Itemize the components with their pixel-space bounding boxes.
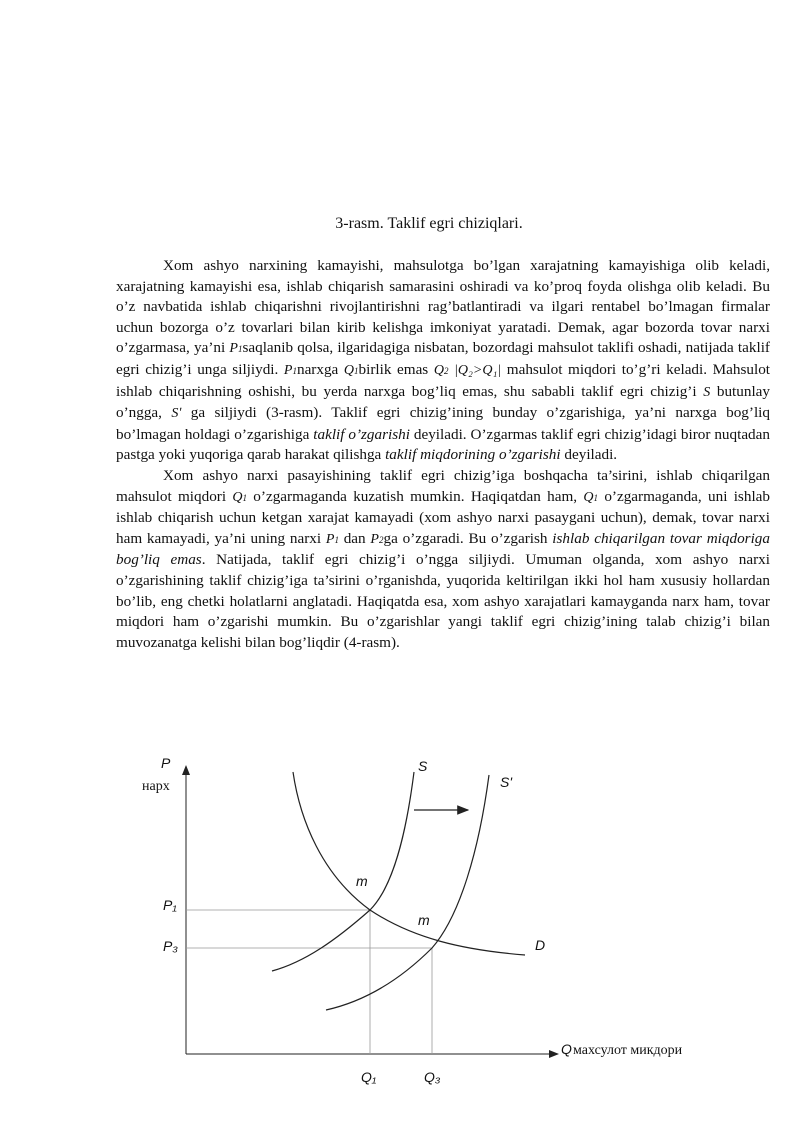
symbol-p1: P1 bbox=[283, 362, 297, 378]
paragraph-2 bbox=[116, 466, 770, 653]
text-run: o’zgarmaganda, uni ishlab ishlab chiqarish uchun ketgan xarajat kamayadi (xom ashyo narxi pasaygani uchun), demak, tovar narxi ham kamayadi, ya’ni uning narxi bbox=[116, 487, 770, 547]
text-run: saqlanib qolsa, ilgaridagiga nisbatan, bozordagi mahsulot taklifi oshadi, natijada taklif egri chizig’i unga siljiydi. bbox=[116, 339, 770, 378]
label-p1: P₁ bbox=[163, 897, 177, 913]
term-supply-change: taklif o’zgarishi bbox=[313, 425, 410, 443]
supply-curve-s bbox=[293, 772, 525, 955]
symbol-p1: P1 bbox=[325, 531, 339, 547]
symbol-p1: P1 bbox=[229, 341, 243, 357]
label-s-prime: Sʹ bbox=[500, 774, 513, 790]
label-q3: Q₃ bbox=[424, 1069, 441, 1085]
text-run: o’zgarmaganda kuzatish mumkin. Haqiqatdan ham, bbox=[247, 487, 584, 505]
text-run: deyiladi. bbox=[560, 446, 618, 464]
text-run: butunlay o’ngga, bbox=[116, 382, 770, 422]
text-run: Xom ashyo narxining kamayishi, mahsulotga bo’lgan xarajatning kamayishiga olib keladi, xarajatning kamayishi esa, ishlab chiqarish samarasini oshiradi va ko’proq foyda olishga olib keladi. Bu o’z navbatida ishlab chiqarishni rivojlantirishni rag’batlantiradi va ilgari rentabel bo’lmagan firmalar uchun bozorga o’z tovarlari bilan kirib kelishga imkoniyat yaratadi. Demak, agar bozorda tovar narxi o’zgarmasa, ya’ni bbox=[116, 257, 770, 357]
symbol-q2: Q2 bbox=[433, 362, 449, 378]
term-quantity-supplied-change: taklif miqdorining o’zgarishi bbox=[385, 446, 561, 464]
y-axis-label: нарх bbox=[142, 779, 170, 794]
x-axis-symbol: Q bbox=[561, 1041, 572, 1057]
label-m-2: m bbox=[418, 912, 430, 928]
text-run: . Natijada, taklif egri chizig’i o’ngga siljiydi. Umuman olganda, xom ashyo narxi o’zgarishining taklif chizig’iga ta’sirini o’rganishda, yuqorida keltirilgan ikki hol ham xususiy hollardan bo’lib, eng chetki holatlarni anglatadi. Haqiqatda esa, xom ashyo xarajatlari kamayganda narx ham, tovar miqdori ham o’zgarishi mumkin. Bu o’zgarishlar yangi taklif egri chizig’ining talab chizig’i bilan muvozanatga kelishi bilan bog’liqdir (4-rasm). bbox=[116, 551, 770, 651]
text-run: ga o’zgaradi. Bu o’zgarish bbox=[383, 529, 553, 547]
label-q1: Q₁ bbox=[361, 1069, 377, 1085]
symbol-q1: Q1 bbox=[232, 489, 247, 505]
label-d: D bbox=[535, 937, 546, 953]
text-run: dan bbox=[338, 529, 371, 547]
symbol-s-prime: Sʹ bbox=[171, 406, 182, 422]
symbol-s: S bbox=[703, 384, 711, 400]
text-run: Xom ashyo narxi pasayishining taklif egri chizig’iga boshqacha ta’sirini, ishlab chiqarilgan mahsulot miqdori bbox=[116, 466, 770, 505]
body-text bbox=[116, 256, 770, 653]
text-run: deyiladi. O’zgarmas taklif egri chizig’idagi biror nuqtadan pastga yoki yuqoriga qarab harakat qilishga bbox=[116, 425, 770, 464]
symbol-q1: Q1 bbox=[583, 489, 599, 505]
symbol-p2: P2 bbox=[370, 531, 384, 547]
label-s: S bbox=[418, 758, 428, 774]
symbol-inequality: |Q₂>Q₁| bbox=[454, 362, 502, 378]
figure-caption: 3-rasm. Taklif egri chiziqlari. bbox=[335, 215, 523, 232]
label-m-1: m bbox=[356, 873, 368, 889]
demand-curve-d bbox=[272, 772, 414, 971]
supply-demand-graph bbox=[0, 740, 800, 1100]
y-axis-symbol: P bbox=[161, 755, 171, 771]
text-run: birlik emas bbox=[358, 360, 434, 378]
text-run: ga siljiydi (3-rasm). Taklif egri chizig’ining bunday o’zgarishiga, ya’ni narxga bog’liq bo’lmagan holdagi o’zgarishiga bbox=[116, 404, 770, 443]
x-axis-label: махсулот микдори bbox=[573, 1043, 683, 1058]
text-run: narxga bbox=[296, 360, 344, 378]
term-independent-of-quantity: ishlab chiqarilgan tovar miqdoriga bog’liq emas bbox=[116, 529, 770, 569]
paragraph-1 bbox=[116, 256, 770, 466]
label-p3: P₃ bbox=[163, 938, 178, 954]
text-run: mahsulot miqdori to’g’ri keladi. Mahsulot ishlab chiqarishning oshishi, bu yerda narxga bog’liq emas, shu sababli taklif egri chizig’i bbox=[116, 360, 771, 400]
symbol-q1: Q1 bbox=[343, 362, 359, 378]
